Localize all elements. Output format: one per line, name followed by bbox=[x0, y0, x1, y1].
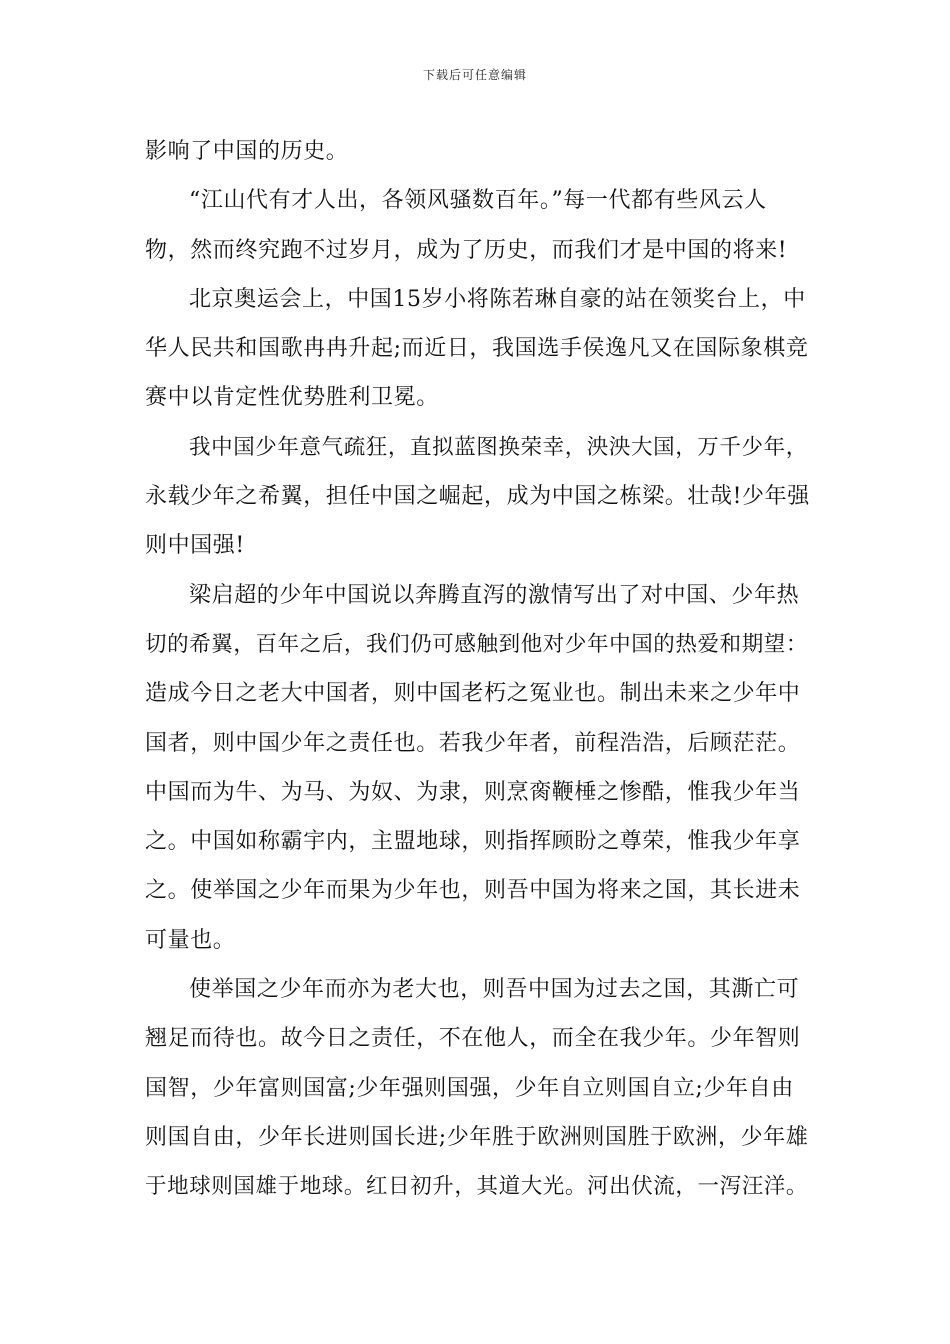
body-text bbox=[145, 127, 810, 1212]
text-line: 影响了中国的历史。 bbox=[145, 139, 349, 164]
text-line: 之。中国如称霸宇内，主盟地球，则指挥顾盼之尊荣，惟我少年享 bbox=[145, 829, 801, 855]
header-note: 下载后可任意编辑 bbox=[422, 68, 527, 82]
text-line: 物，然而终究跑不过岁月，成为了历史，而我们才是中国的将来! bbox=[145, 237, 788, 263]
text-line: 翘足而待也。故今日之责任，不在他人，而全在我少年。少年智则 bbox=[145, 1026, 801, 1052]
text-line: 则中国强! bbox=[145, 533, 245, 559]
text-line: 切的希翼，百年之后，我们仍可感触到他对少年中国的热爱和期望： bbox=[145, 631, 809, 657]
text-line: 我中国少年意气疏狂，直拟蓝图换荣幸，泱泱大国，万千少年， bbox=[189, 434, 808, 460]
text-line: 于地球则国雄于地球。红日初升，其道大光。河出伏流，一泻汪洋。 bbox=[145, 1174, 809, 1200]
text-line: 之。使举国之少年而果为少年也，则吾中国为将来之国，其长进未 bbox=[145, 878, 801, 904]
text-line: 造成今日之老大中国者，则中国老朽之冤业也。制出未来之少年中 bbox=[145, 681, 801, 707]
text-line: 永载少年之希翼，担任中国之崛起，成为中国之栋梁。壮哉!少年强 bbox=[145, 484, 810, 510]
text-line: 使举国之少年而亦为老大也，则吾中国为过去之国，其澌亡可 bbox=[189, 977, 800, 1003]
text-line: 中国而为牛、为马、为奴、为隶，则烹脔鞭棰之惨酷，惟我少年当 bbox=[145, 779, 801, 805]
text-line: 国者，则中国少年之责任也。若我少年者，前程浩浩，后顾茫茫。 bbox=[145, 730, 801, 756]
text-line: 则国自由，少年长进则国长进;少年胜于欧洲则国胜于欧洲，少年雄 bbox=[145, 1124, 809, 1150]
text-line: 梁启超的少年中国说以奔腾直泻的激情写出了对中国、少年热 bbox=[189, 582, 800, 608]
text-line: 国智，少年富则国富;少年强则国强，少年自立则国自立;少年自由 bbox=[145, 1075, 794, 1101]
text-line: “江山代有才人出，各领风骚数百年。”每一代都有些风云人 bbox=[189, 188, 767, 214]
text-line: 北京奥运会上，中国15岁小将陈若琳自豪的站在领奖台上，中 bbox=[189, 286, 806, 312]
text-line: 华人民共和国歌冉冉升起;而近日，我国选手侯逸凡又在国际象棋竞 bbox=[145, 336, 809, 362]
text-line: 可量也。 bbox=[145, 927, 236, 953]
text-line: 赛中以肯定性优势胜利卫冕。 bbox=[145, 385, 439, 411]
